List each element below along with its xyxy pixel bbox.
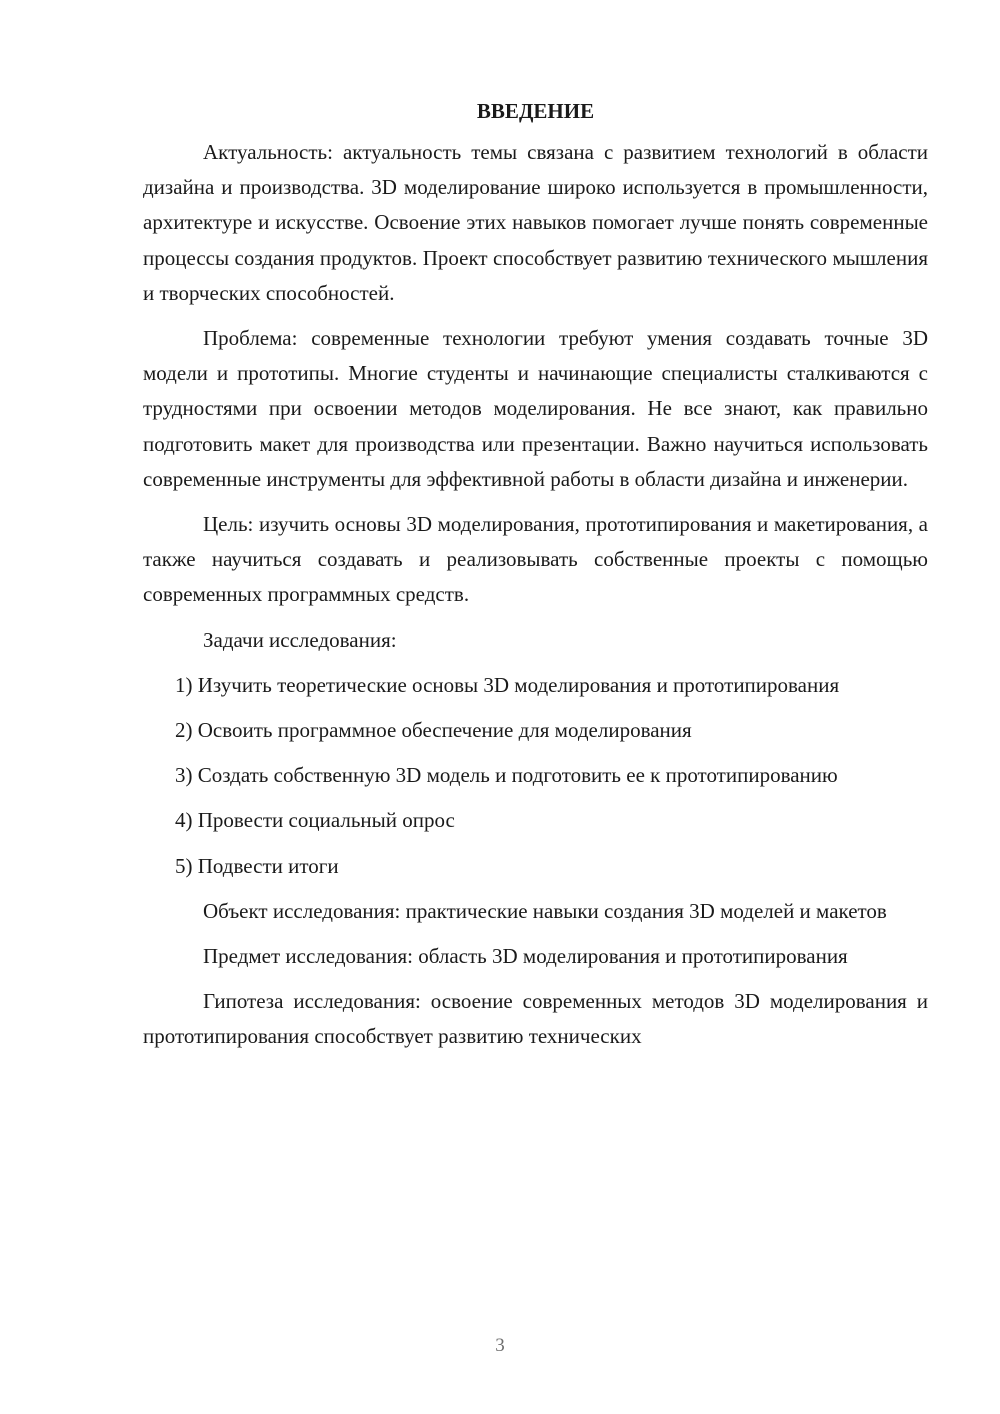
document-page — [143, 94, 928, 1065]
page-number: 3 — [495, 1335, 505, 1356]
task-item: 5) Подвести итоги — [175, 853, 339, 878]
paragraph-problem: Проблема: современные технологии требуют умения создавать точные 3D модели и прототипы. Многие студенты и начинающие специалисты сталкиваются с трудностями при освоении методов моделирования. Не все знают, как правильно подготовить макет для производства или презентации. Важно научиться использовать современные инструменты для эффективной работы в области дизайна и инженерии. — [143, 326, 928, 491]
task-item: 3) Создать собственную 3D модель и подготовить ее к прототипированию — [175, 763, 838, 788]
paragraph-goal: Цель: изучить основы 3D моделирования, прототипирования и макетирования, а также научиться создавать и реализовывать собственные проекты с помощью современных программных средств. — [143, 512, 928, 607]
paragraph-hypothesis: Гипотеза исследования: освоение современных методов 3D моделирования и прототипирования способствует развитию технических — [143, 989, 928, 1049]
task-item: 1) Изучить теоретические основы 3D моделирования и прототипирования — [175, 672, 840, 697]
document-title: ВВЕДЕНИЕ — [476, 99, 595, 123]
paragraph-subject: Предмет исследования: область 3D моделирования и прототипирования — [203, 944, 848, 969]
paragraph-tasks-heading: Задачи исследования: — [203, 627, 397, 652]
paragraph-object: Объект исследования: практические навыки создания 3D моделей и макетов — [203, 898, 887, 923]
task-item: 2) Освоить программное обеспечение для моделирования — [175, 718, 692, 743]
paragraph-relevance: Актуальность: актуальность темы связана с развитием технологий в области дизайна и производства. 3D моделирование широко используется в промышленности, архитектуре и искусстве. Освоение этих навыков помогает лучше понять современные процессы создания продуктов. Проект способствует развитию технического мышления и творческих способностей. — [143, 140, 928, 305]
task-item: 4) Провести социальный опрос — [175, 808, 455, 833]
